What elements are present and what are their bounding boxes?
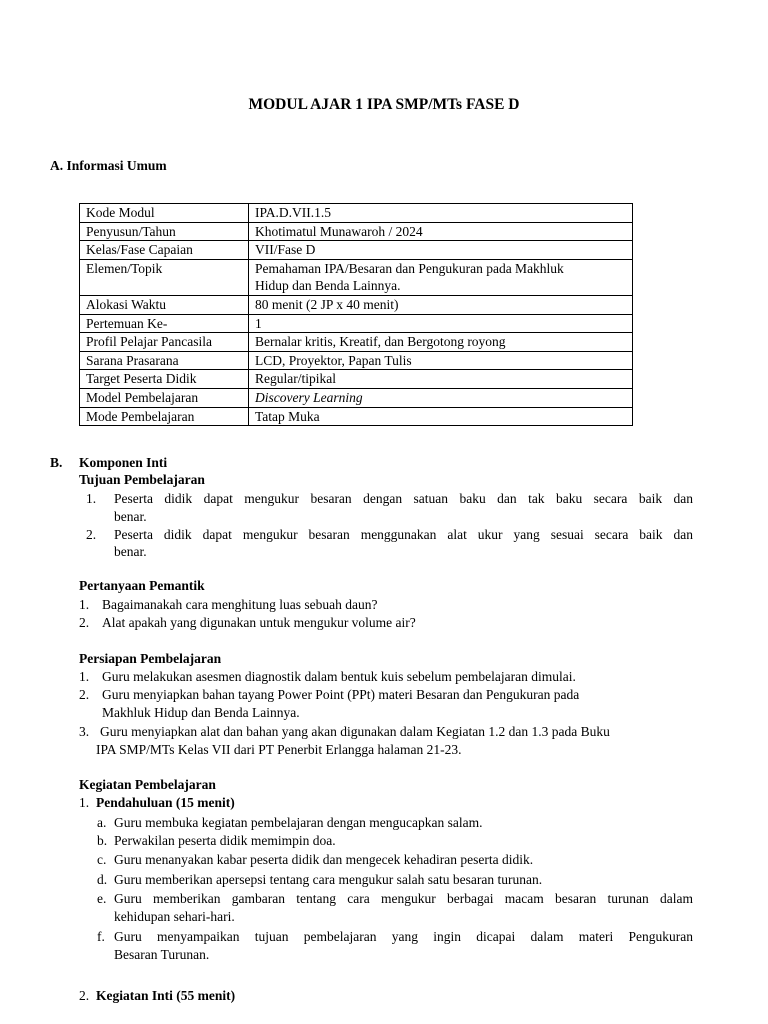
persiapan-heading: Persiapan Pembelajaran (79, 651, 222, 666)
list-number: 3. (79, 724, 90, 739)
list-item-line: Peserta didik dapat mengukur besaran dengan satuan baku dan tak baku secara baik dan (114, 491, 693, 506)
table-row (80, 370, 633, 389)
table-key: Profil Pelajar Pancasila (80, 333, 249, 352)
list-number: 2. (79, 687, 90, 702)
table-value: Discovery Learning (249, 388, 633, 407)
list-letter: c. (97, 852, 107, 867)
table-row (80, 259, 633, 295)
table-value: 80 menit (2 JP x 40 menit) (249, 295, 633, 314)
list-item-line: benar. (114, 544, 147, 559)
list-item: Alat apakah yang digunakan untuk mengukur volume air? (102, 615, 416, 630)
list-item-line: Guru menyiapkan alat dan bahan yang akan digunakan dalam Kegiatan 1.2 dan 1.3 pada Buku (100, 724, 610, 739)
list-number: 1. (86, 491, 97, 506)
list-number: 1. (79, 669, 90, 684)
pemantik-heading: Pertanyaan Pemantik (79, 578, 205, 593)
list-item-line: Perwakilan peserta didik memimpin doa. (114, 833, 336, 848)
table-value-line: Hidup dan Benda Lainnya. (255, 278, 401, 294)
list-letter: e. (97, 891, 107, 906)
tujuan-heading: Tujuan Pembelajaran (79, 472, 205, 487)
table-value (249, 259, 633, 295)
list-item-line: Guru menyiapkan bahan tayang Power Point (PPt) materi Besaran dan Pengukuran pada (102, 687, 580, 702)
list-item-line: IPA SMP/MTs Kelas VII dari PT Penerbit Erlangga halaman 21-23. (96, 742, 462, 757)
list-item-line: kehidupan sehari-hari. (114, 909, 235, 924)
section-b-heading: Komponen Inti (79, 455, 168, 470)
list-letter: f. (97, 929, 105, 944)
table-key: Target Peserta Didik (80, 370, 249, 389)
kegiatan-heading: Kegiatan Pembelajaran (79, 777, 216, 792)
table-row (80, 222, 633, 241)
table-row (80, 407, 633, 426)
list-letter: a. (97, 815, 107, 830)
section-a-heading: A. Informasi Umum (50, 158, 167, 173)
pendahuluan-heading: Pendahuluan (15 menit) (96, 795, 235, 810)
list-item-line: Guru menanyakan kabar peserta didik dan mengecek kehadiran peserta didik. (114, 852, 534, 867)
table-key: Kode Modul (80, 204, 249, 223)
table-key: Mode Pembelajaran (80, 407, 249, 426)
list-item-line: benar. (114, 509, 147, 524)
table-value: 1 (249, 314, 633, 333)
table-key: Pertemuan Ke- (80, 314, 249, 333)
list-number: 1. (79, 795, 90, 810)
list-item-line: Besaran Turunan. (114, 947, 210, 962)
table-key: Kelas/Fase Capaian (80, 241, 249, 260)
table-row (80, 333, 633, 352)
list-letter: d. (97, 872, 108, 887)
list-item-line: Peserta didik dapat mengukur besaran menggunakan alat ukur yang sesuai secara baik dan (114, 527, 693, 542)
table-row (80, 295, 633, 314)
list-item-line: Guru membuka kegiatan pembelajaran dengan mengucapkan salam. (114, 815, 483, 830)
table-value: Khotimatul Munawaroh / 2024 (249, 222, 633, 241)
list-letter: b. (97, 833, 108, 848)
table-row (80, 314, 633, 333)
kegiatan-inti-heading: Kegiatan Inti (55 menit) (96, 988, 236, 1003)
list-number: 2. (79, 615, 90, 630)
table-value: Regular/tipikal (249, 370, 633, 389)
section-b-marker: B. (50, 455, 63, 470)
list-item-line: Makhluk Hidup dan Benda Lainnya. (102, 705, 300, 720)
table-key: Penyusun/Tahun (80, 222, 249, 241)
table-value: IPA.D.VII.1.5 (249, 204, 633, 223)
list-number: 2. (79, 988, 90, 1003)
table-value-line: Pemahaman IPA/Besaran dan Pengukuran pada Makhluk (255, 260, 564, 276)
table-row (80, 388, 633, 407)
table-key: Sarana Prasarana (80, 351, 249, 370)
table-key: Elemen/Topik (80, 259, 249, 295)
list-item-line: Guru menyampaikan tujuan pembelajaran yang ingin dicapai dalam materi Pengukuran (114, 929, 693, 944)
list-item-line: Guru memberikan apersepsi tentang cara mengukur salah satu besaran turunan. (114, 872, 543, 887)
table-row (80, 351, 633, 370)
list-item-line: Guru melakukan asesmen diagnostik dalam bentuk kuis sebelum pembelajaran dimulai. (102, 669, 576, 684)
info-table (79, 203, 633, 426)
table-row (80, 204, 633, 223)
table-value: Bernalar kritis, Kreatif, dan Bergotong royong (249, 333, 633, 352)
table-value: LCD, Proyektor, Papan Tulis (249, 351, 633, 370)
list-number: 2. (86, 527, 97, 542)
table-key: Model Pembelajaran (80, 388, 249, 407)
table-key: Alokasi Waktu (80, 295, 249, 314)
table-value: Tatap Muka (249, 407, 633, 426)
list-item: Bagaimanakah cara menghitung luas sebuah daun? (102, 597, 378, 612)
page-title: MODUL AJAR 1 IPA SMP/MTs FASE D (248, 96, 520, 113)
table-value: VII/Fase D (249, 241, 633, 260)
table-row (80, 241, 633, 260)
list-number: 1. (79, 597, 90, 612)
list-item-line: Guru memberikan gambaran tentang cara mengukur berbagai macam besaran turunan dalam (114, 891, 693, 906)
